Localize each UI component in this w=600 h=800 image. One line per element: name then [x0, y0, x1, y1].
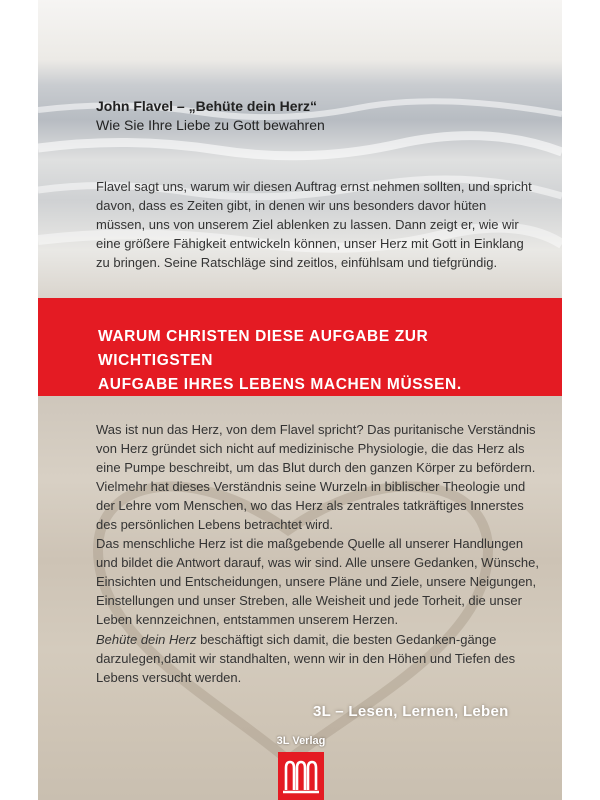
red-banner [38, 298, 562, 396]
banner-headline [98, 325, 548, 397]
book-subtitle: Wie Sie Ihre Liebe zu Gott bewahren [96, 117, 325, 133]
publisher-name: 3L Verlag [276, 735, 326, 747]
publisher-tagline: 3L – Lesen, Lernen, Leben [313, 703, 509, 720]
book-title-italic: Behüte dein Herz [96, 632, 197, 647]
publisher-logo [278, 752, 324, 800]
body-paragraph-2: Das menschliche Herz ist die maßgebende Quelle all unserer Handlungen und bildet die Antwort darauf, was wir sind. Alle unsere Gedanken, Wünsche, Einsichten und Entscheidungen, unsere Pläne und Ziele, unsere Neigungen, Einstellungen und unser Streben, alle Weisheit und jede Torheit, die unser Leben kennzeichnen, entstammen unserem Herzen. [96, 536, 539, 627]
banner-line-2: AUFGABE IHRES LEBENS MACHEN MÜSSEN. [98, 376, 462, 393]
back-cover [38, 0, 562, 800]
three-l-logo-icon [278, 752, 324, 800]
intro-paragraph: Flavel sagt uns, warum wir diesen Auftrag ernst nehmen sollten, und spricht davon, dass es Zeiten gibt, in denen wir uns besonders davor hüten müssen, uns von unserem Ziel ablenken zu lassen. Dann zeigt er, wie wir eine größere Fähigkeit entwickeln können, unser Herz mit Gott in Einklang zu bringen. Seine Ratschläge sind zeitlos, einfühlsam und tiefgründig. [96, 179, 532, 270]
book-header [96, 97, 325, 134]
body-paragraph-1: Was ist nun das Herz, von dem Flavel spricht? Das puritanische Verständnis von Herz gründet sich nicht auf medizinische Physiologie, die das Herz als eine Pumpe beschreibt, um das Blut durch den ganzen Körper zu befördern. Vielmehr hat dieses Verständnis seine Wurzeln in biblischer Theologie und der Lehre vom Menschen, wo das Herz als zentrales tatkräftiges Innerstes des persönlichen Lebens betrachtet wird. [96, 422, 536, 532]
body-paragraph-3-text: beschäftigt sich damit, die besten Gedanken-gänge darzulegen,damit wir standhalten, wenn wir in den Höhen und Tiefen des Lebens versucht werden. [96, 632, 516, 685]
banner-line-1: WARUM CHRISTEN DIESE AUFGABE ZUR WICHTIGSTEN [98, 328, 429, 369]
body-paragraph-3 [96, 630, 546, 687]
book-title: John Flavel – „Behüte dein Herz“ [96, 98, 317, 114]
